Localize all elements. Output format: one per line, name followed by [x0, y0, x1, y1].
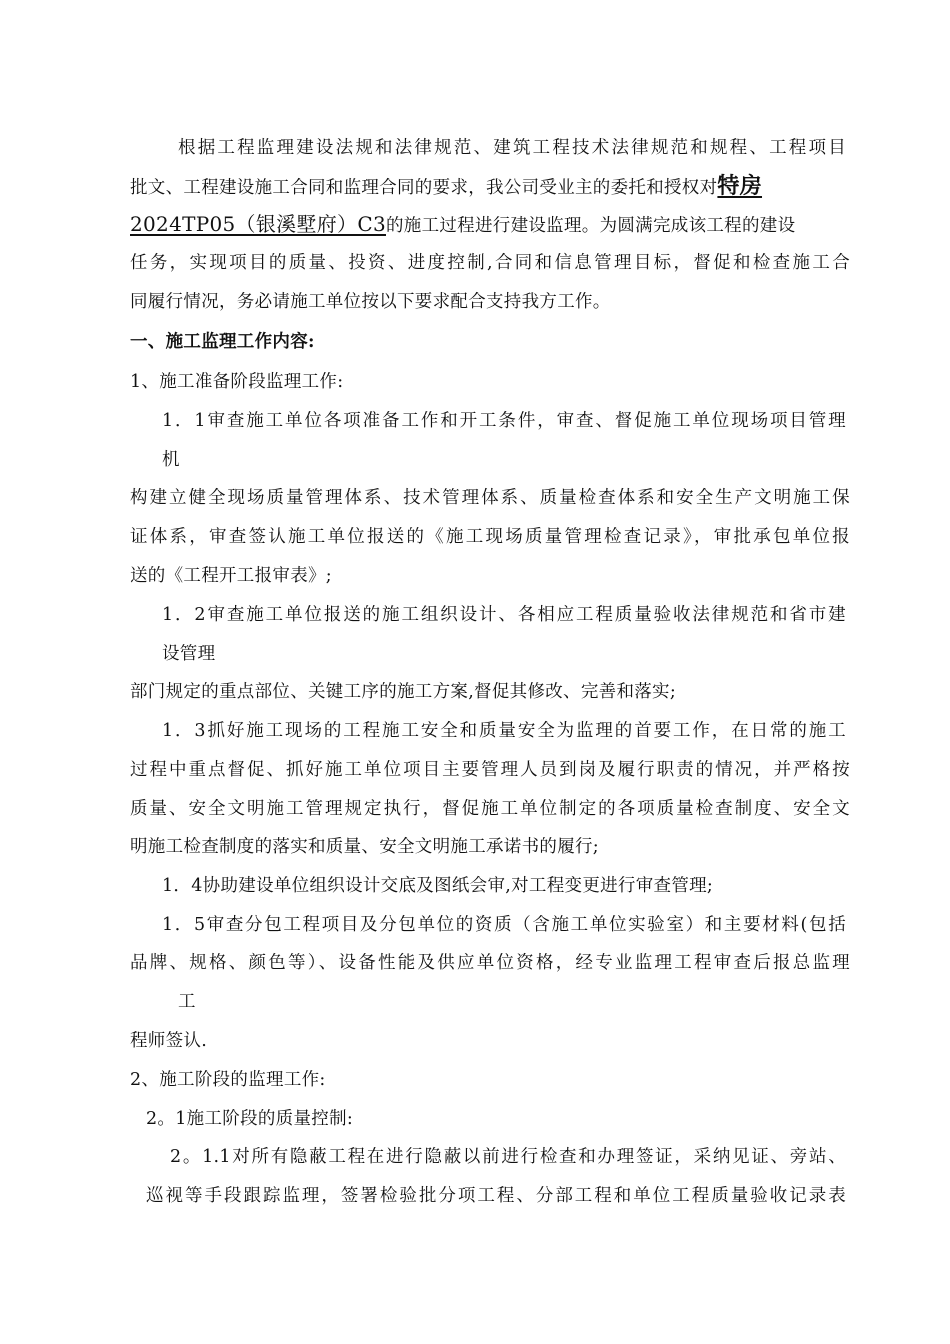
- item-1-4-line-1: 1．4协助建设单位组织设计交底及图纸会审,对工程变更进行审查管理;: [162, 876, 714, 896]
- intro-line-3-text: 的施工过程进行建设监理。为圆满完成该工程的建设: [385, 216, 796, 236]
- item-2-1-1-line-1: 2。1.1对所有隐蔽工程在进行隐蔽以前进行检查和办理签证，采纳见证、旁站、: [170, 1147, 846, 1167]
- intro-line-1: 根据工程监理建设法规和法律规范、建筑工程技术法律规范和规程、工程项目: [178, 138, 846, 158]
- item-1-1-line-4: 证体系，审查签认施工单位报送的《施工现场质量管理检查记录》，审批承包单位报: [130, 527, 850, 547]
- item-1-5-line-2: 品牌、规格、颜色等）、设备性能及供应单位资格，经专业监理工程审查后报总监理: [130, 953, 850, 973]
- project-name-part-2: 2024TP05（银溪墅府）C3: [130, 212, 386, 236]
- intro-line-5: 同履行情况，务必请施工单位按以下要求配合支持我方工作。: [130, 292, 611, 312]
- item-1-1-line-3: 构建立健全现场质量管理体系、技术管理体系、质量检查体系和安全生产文明施工保: [130, 488, 850, 508]
- intro-line-2-text: 批文、工程建设施工合同和监理合同的要求，我公司受业主的委托和授权对: [130, 178, 718, 198]
- item-1-3-line-4: 明施工检查制度的落实和质量、安全文明施工承诺书的履行;: [130, 837, 599, 857]
- item-1-3-line-2: 过程中重点督促、抓好施工单位项目主要管理人员到岗及履行职责的情况，并严格按: [130, 760, 850, 780]
- item-1-2-line-2: 设管理: [162, 644, 216, 664]
- item-2-1-1-line-2: 巡视等手段跟踪监理，签署检验批分项工程、分部工程和单位工程质量验收记录表: [146, 1186, 846, 1206]
- item-2-1: 2。1施工阶段的质量控制:: [146, 1109, 354, 1129]
- item-1-3-line-3: 质量、安全文明施工管理规定执行，督促施工单位制定的各项质量检查制度、安全文: [130, 799, 850, 819]
- intro-line-4: 任务，实现项目的质量、投资、进度控制,合同和信息管理目标，督促和检查施工合: [130, 253, 850, 273]
- item-1-1-line-2: 机: [162, 450, 180, 470]
- item-1-2-line-3: 部门规定的重点部位、关键工序的施工方案,督促其修改、完善和落实;: [130, 682, 677, 702]
- item-1-1-line-5: 送的《工程开工报审表》;: [130, 566, 332, 586]
- section-1-heading: 一、施工监理工作内容:: [130, 332, 315, 352]
- item-1-3-line-1: 1．3抓好施工现场的工程施工安全和质量安全为监理的首要工作，在日常的施工: [162, 721, 846, 741]
- intro-line-2: [130, 173, 850, 199]
- item-1-1-line-1: 1．1审查施工单位各项准备工作和开工条件，审查、督促施工单位现场项目管理: [162, 411, 846, 431]
- project-name-part-1: 特房: [717, 173, 763, 199]
- item-1-5-line-1: 1．5审查分包工程项目及分包单位的资质（含施工单位实验室）和主要材料(包括: [162, 915, 846, 935]
- item-1-5-line-3: 工: [178, 992, 196, 1012]
- section-1-sub-1: 1、施工准备阶段监理工作:: [130, 372, 344, 392]
- item-1-2-line-1: 1．2审查施工单位报送的施工组织设计、各相应工程质量验收法律规范和省市建: [162, 605, 846, 625]
- section-2-sub-2: 2、施工阶段的监理工作:: [130, 1070, 326, 1090]
- intro-line-3: [130, 214, 850, 236]
- item-1-5-line-4: 程师签认.: [130, 1031, 208, 1051]
